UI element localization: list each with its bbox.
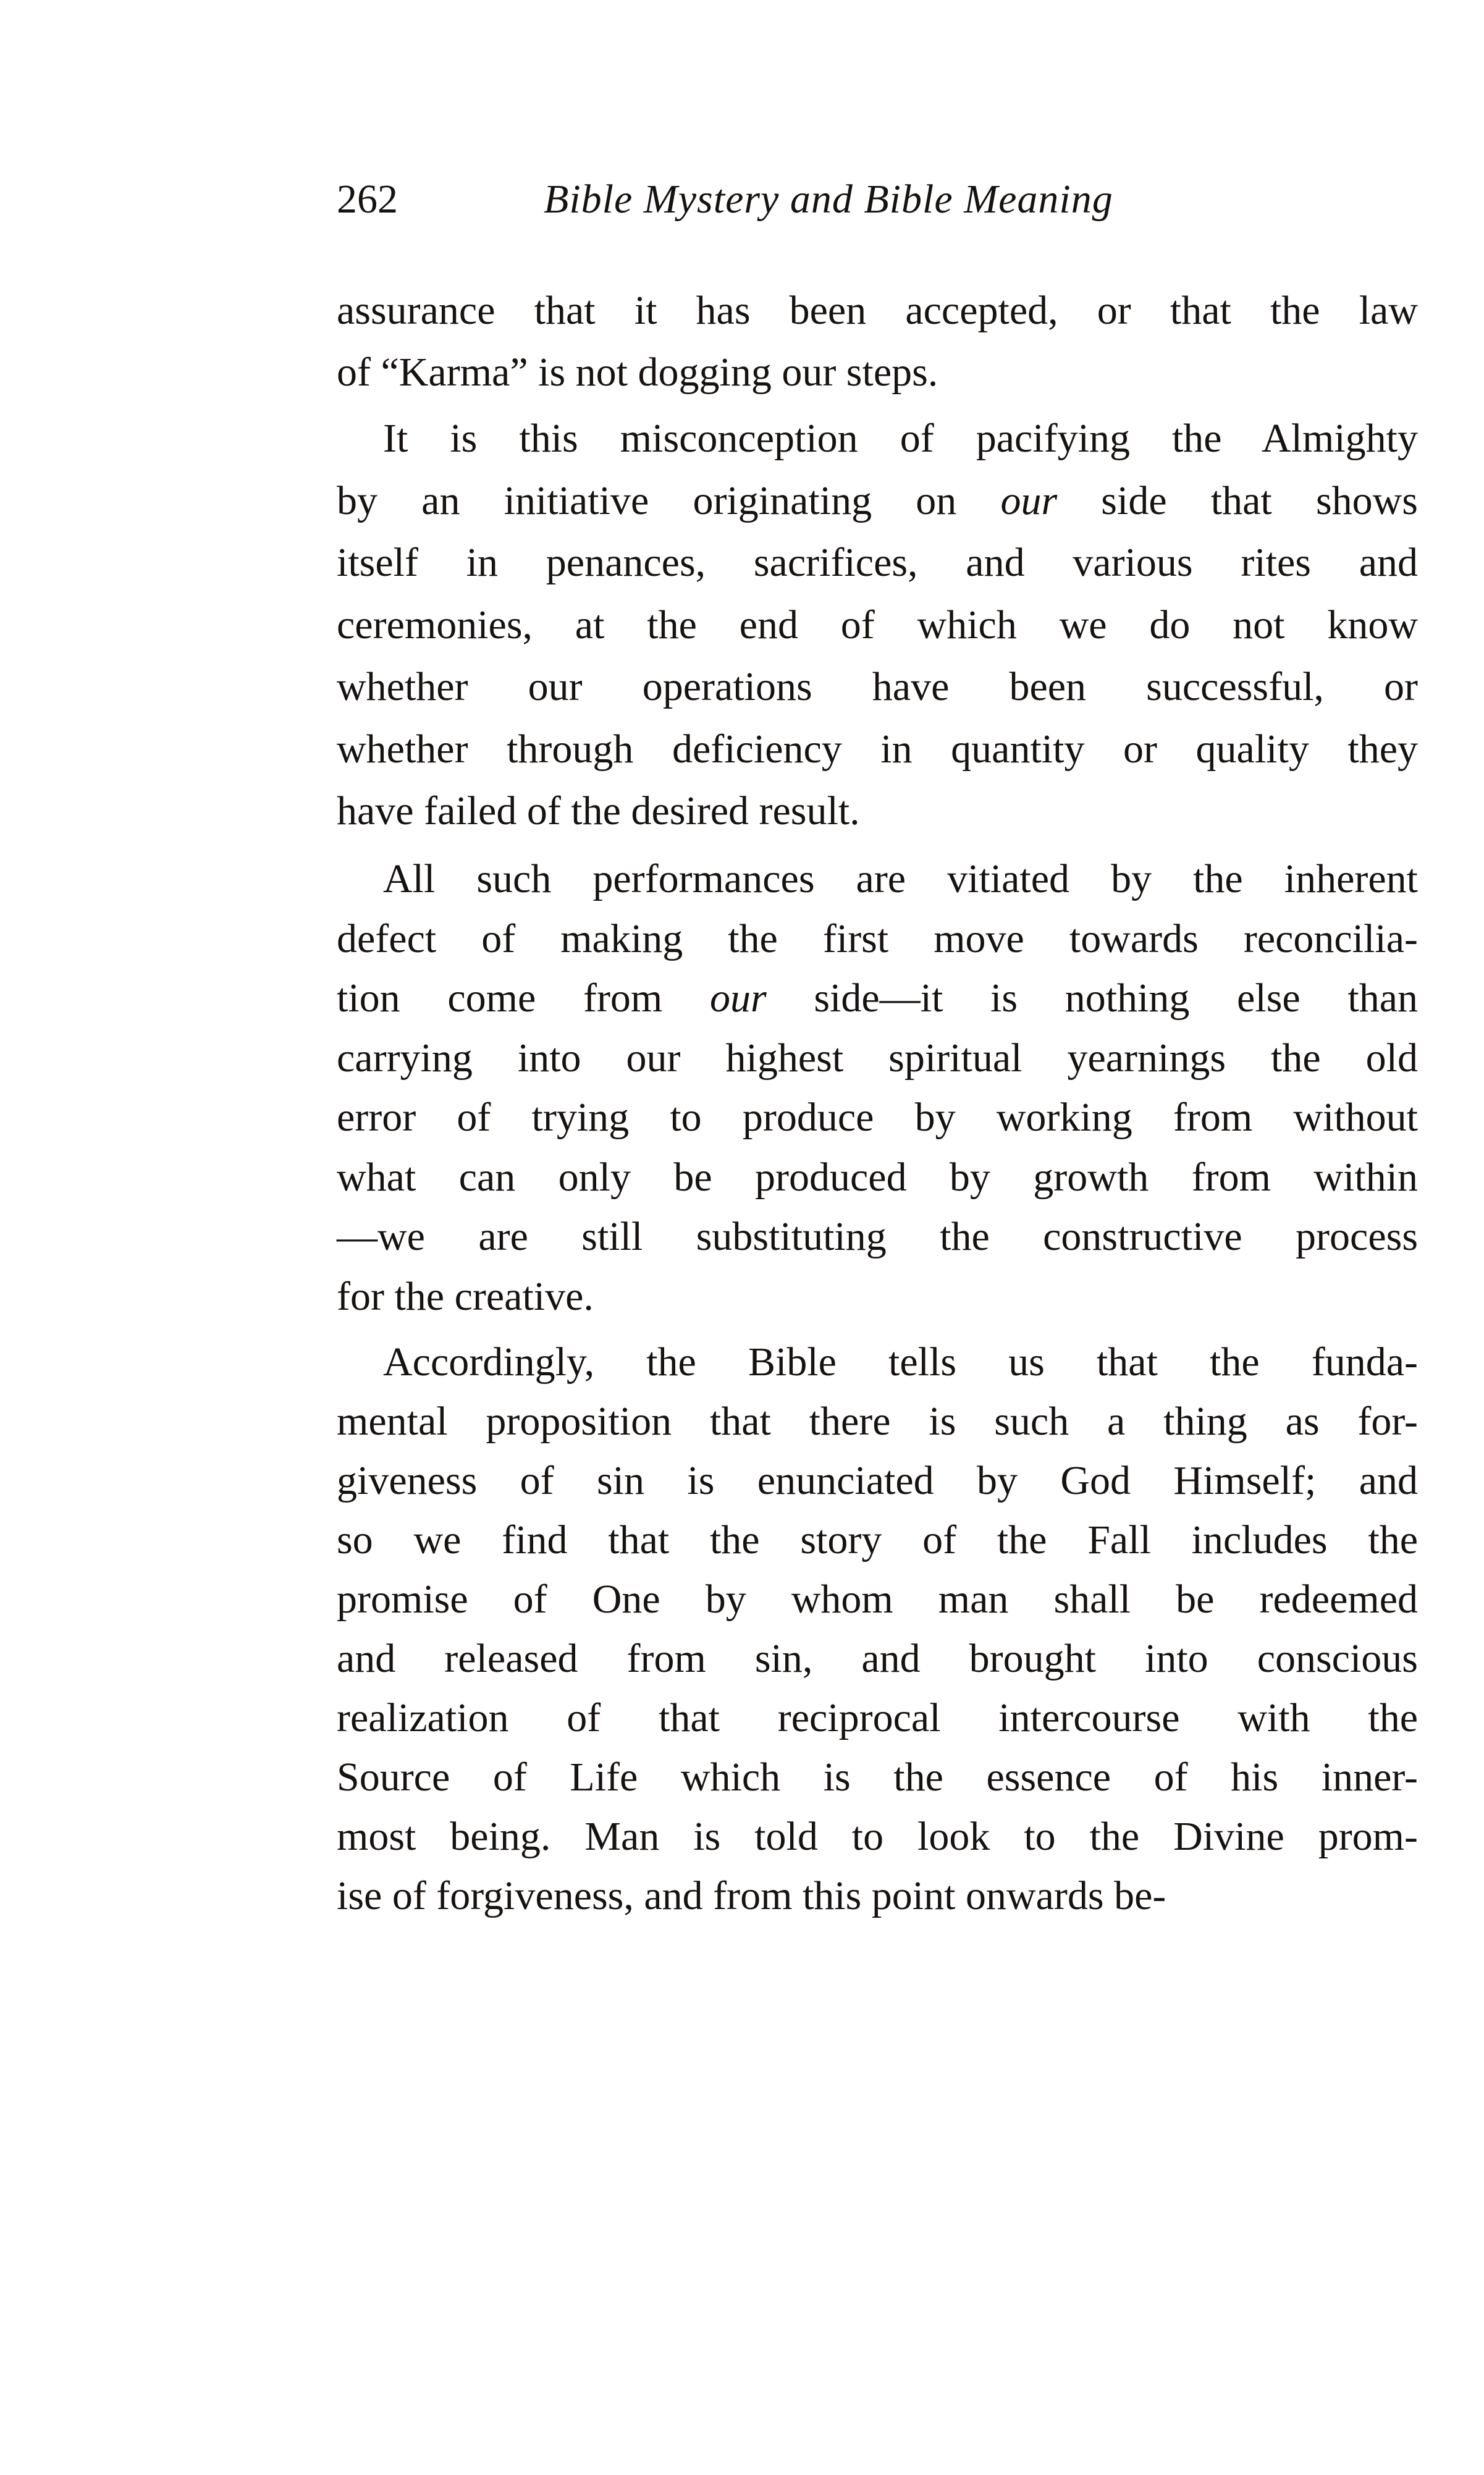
text-line <box>337 1689 1418 1748</box>
text-segment: have failed of the desired result. <box>337 788 860 833</box>
text-segment: so we find that the story of the Fall includes the <box>337 1517 1418 1562</box>
text-segment: mental proposition that there is such a thing as for- <box>337 1399 1418 1444</box>
text-line <box>337 1451 1418 1511</box>
text-line <box>337 1148 1418 1208</box>
text-line <box>337 342 1418 403</box>
paragraph <box>337 408 1418 843</box>
text-line <box>337 1267 1418 1327</box>
paragraph <box>337 850 1418 1326</box>
text-segment: by an initiative originating on <box>337 478 1001 523</box>
running-title: Bible Mystery and Bible Meaning <box>544 177 1113 222</box>
text-line <box>337 1088 1418 1148</box>
text-line <box>337 719 1418 781</box>
text-line <box>337 408 1418 470</box>
text-line <box>337 470 1418 533</box>
text-segment: ise of forgiveness, and from this point onwards be- <box>337 1873 1166 1918</box>
text-segment: It is this misconception of pacifying the Almighty <box>383 416 1418 461</box>
text-segment: Source of Life which is the essence of his inner- <box>337 1755 1418 1800</box>
text-segment: side—it is nothing else than <box>766 976 1418 1021</box>
italic-emphasis: our <box>1000 478 1058 523</box>
text-line <box>337 1029 1418 1089</box>
text-segment: for the creative. <box>337 1273 594 1319</box>
text-segment: what can only be produced by growth from within <box>337 1154 1418 1200</box>
text-line <box>337 1748 1418 1807</box>
text-segment: side that shows <box>1057 478 1418 523</box>
text-segment: whether through deficiency in quantity or quality they <box>337 726 1418 772</box>
text-line <box>337 1207 1418 1267</box>
text-line <box>337 594 1418 657</box>
text-segment: error of trying to produce by working from without <box>337 1095 1418 1140</box>
text-line <box>337 532 1418 594</box>
text-segment: giveness of sin is enunciated by God Himself; and <box>337 1458 1418 1503</box>
text-segment: and released from sin, and brought into conscious <box>337 1636 1418 1681</box>
text-segment: carrying into our highest spiritual yearnings the old <box>337 1035 1418 1081</box>
text-segment: ceremonies, at the end of which we do not know <box>337 602 1418 647</box>
text-line <box>337 1629 1418 1689</box>
page-header <box>337 176 1418 232</box>
text-segment: defect of making the first move towards reconcilia- <box>337 916 1418 961</box>
text-line <box>337 1392 1418 1451</box>
text-line <box>337 656 1418 719</box>
paragraph <box>337 280 1418 403</box>
text-line <box>337 969 1418 1029</box>
text-segment: realization of that reciprocal intercourse with the <box>337 1695 1418 1740</box>
text-line <box>337 1511 1418 1570</box>
text-line <box>337 1333 1418 1392</box>
text-segment: All such performances are vitiated by the inherent <box>383 856 1418 901</box>
text-line <box>337 909 1418 969</box>
text-segment: most being. Man is told to look to the Divine prom- <box>337 1814 1418 1859</box>
text-segment: itself in penances, sacrifices, and various rites and <box>337 540 1418 585</box>
text-segment: tion come from <box>337 976 710 1021</box>
text-segment: —we are still substituting the constructive process <box>337 1214 1418 1259</box>
text-line <box>337 1807 1418 1866</box>
text-segment: assurance that it has been accepted, or that the law <box>337 288 1418 333</box>
paragraph <box>337 1333 1418 1926</box>
italic-emphasis: our <box>709 976 767 1021</box>
text-line <box>337 1570 1418 1629</box>
text-segment: of “Karma” is not dogging our steps. <box>337 350 938 395</box>
page-number: 262 <box>337 177 398 222</box>
text-line <box>337 280 1418 342</box>
text-line <box>337 1866 1418 1926</box>
text-segment: Accordingly, the Bible tells us that the funda- <box>383 1339 1418 1385</box>
text-segment: whether our operations have been successful, or <box>337 664 1418 709</box>
text-segment: promise of One by whom man shall be redeemed <box>337 1577 1418 1622</box>
text-line <box>337 780 1418 843</box>
text-line <box>337 850 1418 909</box>
